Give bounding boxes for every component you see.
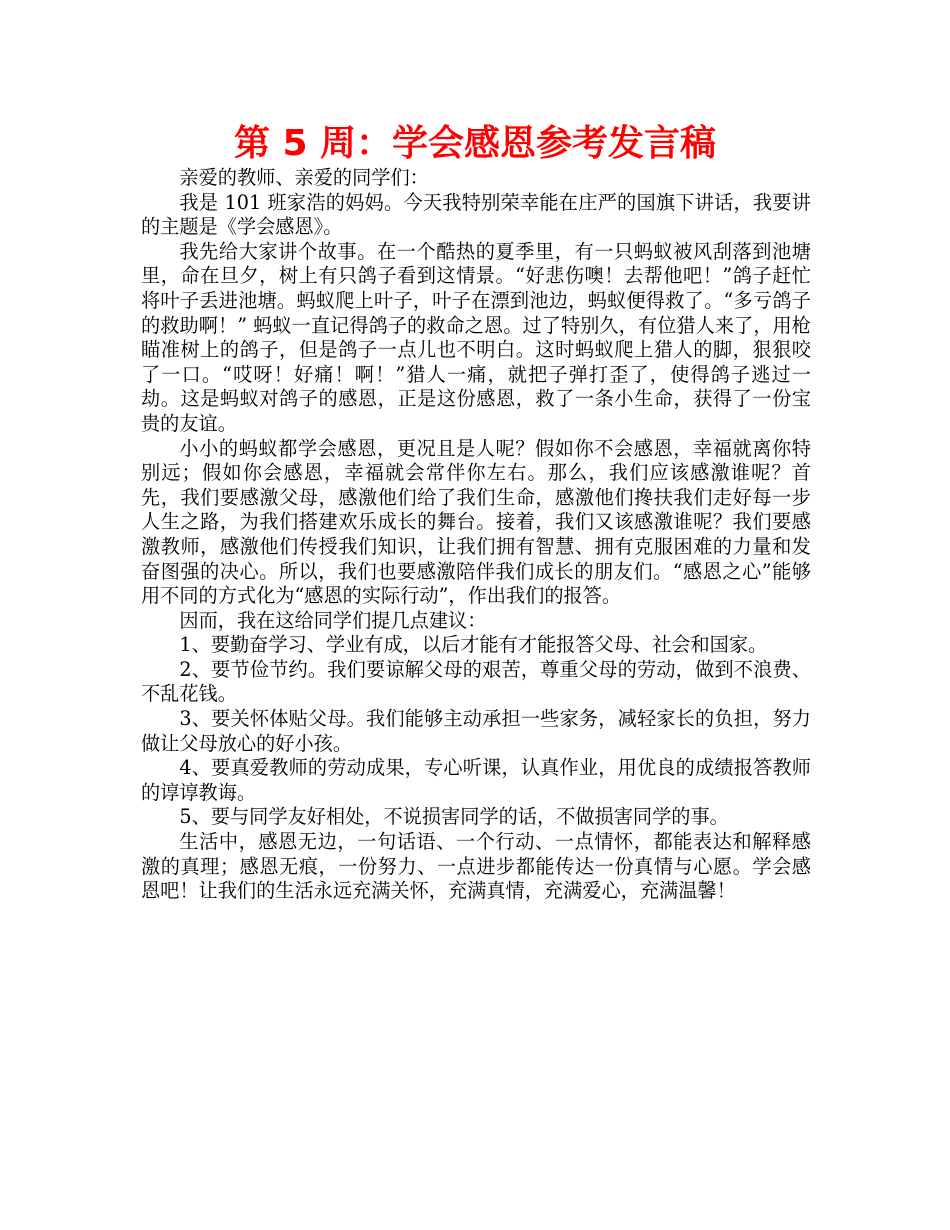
document-body [141, 166, 811, 904]
greeting-paragraph: 亲爱的教师、亲爱的同学们： [179, 166, 429, 189]
intro-paragraph: 我是 101 班家浩的妈妈。今天我特别荣幸能在庄严的国旗下讲话，我要讲的主题是《学会感恩》。 [141, 190, 811, 239]
suggestion-item-2: 2、要节俭节约。我们要谅解父母的艰苦，尊重父母的劳动，做到不浪费、不乱花钱。 [141, 657, 811, 706]
document-title: 第 5 周：学会感恩参考发言稿 [233, 123, 717, 164]
story-paragraph: 我先给大家讲个故事。在一个酷热的夏季里，有一只蚂蚁被风刮落到池塘里，命在旦夕，树上有只鸽子看到这情景。“好悲伤噢！去帮他吧！”鸽子赶忙将叶子丢进池塘。蚂蚁爬上叶子，叶子在漂到池边，蚂蚁便得救了。“多亏鸽子的救助啊！” 蚂蚁一直记得鸽子的救命之恩。过了特别久，有位猎人来了，用枪瞄准树上的鸽子，但是鸽子一点儿也不明白。这时蚂蚁爬上猎人的脚，狠狠咬了一口。“哎呀！好痛！啊！”猎人一痛，就把子弹打歪了，使得鸽子逃过一劫。这是蚂蚁对鸽子的感恩，正是这份感恩，救了一条小生命，获得了一份宝贵的友谊。 [141, 239, 811, 435]
suggestions-intro-paragraph: 因而，我在这给同学们提几点建议： [179, 608, 487, 632]
gratitude-paragraph: 小小的蚂蚁都学会感恩，更况且是人呢？假如你不会感恩，幸福就离你特别远；假如你会感恩，幸福就会常伴你左右。那么，我们应该感激谁呢？首先，我们要感激父母，感激他们给了我们生命，感激他们搀扶我们走好每一步人生之路，为我们搭建欢乐成长的舞台。接着，我们又该感激谁呢？我们要感激教师，感激他们传授我们知识，让我们拥有智慧、拥有克服困难的力量和发奋图强的决心。所以，我们也要感激陪伴我们成长的朋友们。“感恩之心”能够用不同的方式化为“感恩的实际行动”，作出我们的报答。 [141, 436, 811, 608]
closing-paragraph: 生活中，感恩无边，一句话语、一个行动、一点情怀，都能表达和解释感激的真理；感恩无痕，一份努力、一点进步都能传达一份真情与心愿。学会感恩吧！让我们的生活永远充满关怀，充满真情，充满爱心，充满温馨！ [141, 830, 811, 903]
suggestion-item-5: 5、要与同学友好相处，不说损害同学的话，不做损害同学的事。 [179, 805, 729, 829]
suggestion-item-3: 3、要关怀体贴父母。我们能够主动承担一些家务，减轻家长的负担，努力做让父母放心的好小孩。 [141, 707, 811, 755]
suggestion-item-4: 4、要真爱教师的劳动成果，专心听课，认真作业，用优良的成绩报答教师的谆谆教诲。 [141, 756, 811, 804]
suggestion-item-1: 1、要勤奋学习、学业有成，以后才能有才能报答父母、社会和国家。 [179, 633, 768, 657]
